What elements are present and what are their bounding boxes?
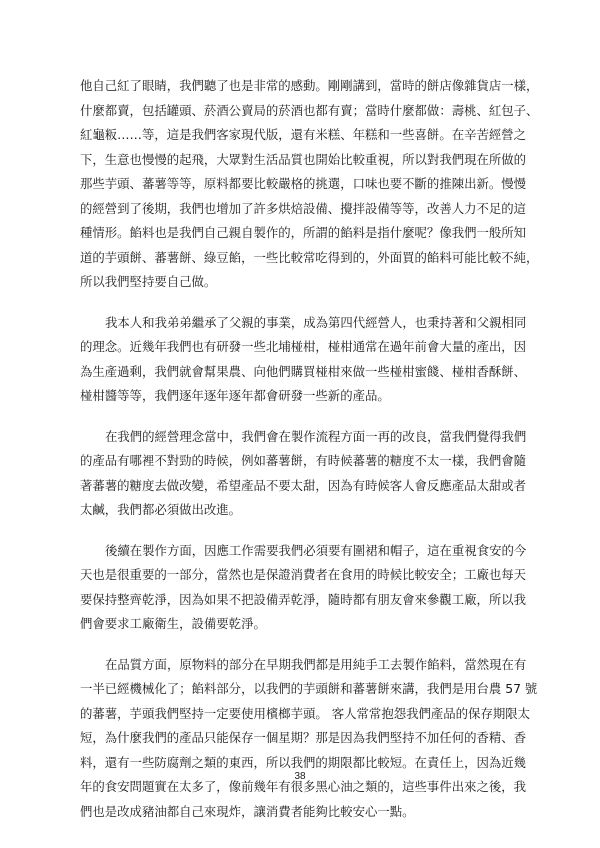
text-line: 料，還有一些防腐劑之類的東西，所以我們的期限都比較短。在責任上，因為近幾 [80, 754, 527, 770]
text-line: 們也是改成豬油都自己來現炸，讓消費者能夠比較安心一點。 [80, 803, 415, 819]
text-line: 道的芋頭餅、蕃薯餅、綠豆餡，一些比較常吃得到的，外面買的餡料可能比較不純， [80, 249, 539, 265]
body-text [80, 74, 539, 840]
text-line: 的理念。近幾年我們也有研發一些北埔椪柑，椪柑通常在過年前會大量的產出，因 [80, 339, 527, 354]
text-line: 在品質方面，原物料的部分在早期我們都是用純手工去製作餡料，當然現在有 [105, 656, 527, 672]
text-line: 椪柑醬等等，我們逐年逐年逐年都會研發一些新的產品。 [80, 388, 390, 403]
paragraph [80, 653, 538, 825]
text-line: 要保持整齊乾淨，因為如果不把設備弄乾淨，隨時都有朋友會來參觀工廠，所以我 [80, 591, 527, 607]
text-line: 太鹹，我們都必須做出改進。 [80, 502, 242, 517]
text-line: 的產品有哪裡不對勁的時候，例如蕃薯餅，有時候蕃薯的糖度不太一樣，我們會隨 [80, 453, 527, 468]
paragraph [80, 539, 527, 637]
text-line: 一半已經機械化了；餡料部分，以我們的芋頭餅和蕃薯餅來講，我們是用台農 57 號 [80, 681, 538, 696]
text-line: 那些芋頭、蕃薯等等，原料都要比較嚴格的挑選，口味也要不斷的推陳出新。慢慢 [80, 176, 527, 191]
text-line: 所以我們堅持要自己做。 [80, 274, 217, 289]
paragraph [80, 425, 527, 523]
text-line: 他自己紅了眼睛，我們聽了也是非常的感動。剛剛講到，當時的餅店像雜貨店一樣， [80, 78, 539, 93]
text-line: 下，生意也慢慢的起飛，大眾對生活品質也開始比較重視，所以對我們現在所做的 [80, 151, 527, 167]
text-line: 後續在製作方面，因應工作需要我們必須要有圍裙和帽子，這在重視食安的今 [105, 542, 527, 558]
text-line: 種情形。餡料也是我們自己親自製作的，所謂的餡料是指什麼呢？像我們一般所知 [80, 225, 527, 240]
text-line: 的蕃薯，芋頭我們堅持一定要使用檳榔芋頭。 客人常常抱怨我們產品的保存期限太 [80, 705, 531, 721]
text-line: 為生產過剩，我們就會幫果農、向他們購買椪柑來做一些椪柑蜜餞、椪柑香酥餅、 [80, 363, 527, 379]
text-line: 短，為什麼我們的產品只能保存一個星期？那是因為我們堅持不加任何的香精、香 [80, 730, 527, 745]
text-line: 紅龜粄……等，這是我們客家現代版，還有米糕、年糕和一些喜餅。在辛苦經營之 [80, 127, 527, 142]
text-line: 的經營到了後期，我們也增加了許多烘焙設備、攪拌設備等等，改善人力不足的這 [80, 200, 527, 216]
text-line: 在我們的經營理念當中，我們會在製作流程方面一再的改良，當我們覺得我們 [105, 428, 527, 444]
paragraph [80, 311, 527, 409]
text-line: 什麼都賣，包括罐頭、菸酒公賣局的菸酒也都有賣；當時什麼都做：壽桃、紅包子、 [80, 102, 539, 118]
text-line: 著蕃薯的糖度去做改變，希望產品不要太甜，因為有時候客人會反應產品太甜或者 [80, 477, 527, 493]
text-line: 們會要求工廠衛生，設備要乾淨。 [80, 616, 266, 631]
text-line: 年的食安問題實在太多了，像前幾年有很多黑心油之類的，這些事件出來之後，我 [80, 779, 527, 794]
text-line: 天也是很重要的一部分，當然也是保證消費者在食用的時候比較安全；工廠也每天 [80, 567, 527, 582]
text-line: 我本人和我弟弟繼承了父親的事業，成為第四代經營人，也秉持著和父親相同 [105, 314, 527, 330]
paragraph [80, 74, 539, 295]
page-number: 38 [294, 771, 306, 782]
